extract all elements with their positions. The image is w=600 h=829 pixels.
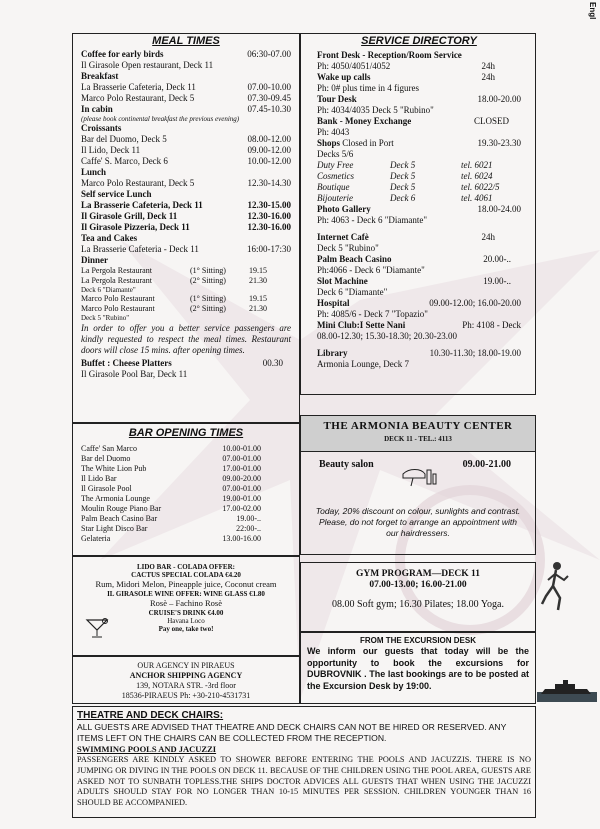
shop-row (317, 160, 521, 171)
cocktail-glass-icon (85, 617, 111, 639)
offer-line: CRUISE'S DRINK €4.00 (148, 609, 224, 617)
bar-times-title: BAR OPENING TIMES (128, 427, 244, 439)
offer-line: Pay one, take two! (158, 625, 214, 633)
self-service-row: Il Girasole Grill, Deck 11 12.30-16.00 (81, 211, 291, 221)
bar-time: 10.00-01.00 (222, 444, 261, 453)
bar-name: The White Lion Pub (81, 464, 147, 473)
breakfast-label: Breakfast (81, 71, 119, 81)
gallery-phone: Ph: 4063 - Deck 6 "Diamante" (317, 215, 428, 225)
dinner-deck: Deck 5 "Rubino" (81, 314, 130, 322)
meal-notice: In order to offer you a better service passengers are kindly requested to respect the meal times. Restaurant doors will close 15 mins. after opening times. (81, 323, 291, 355)
bar-row (81, 504, 291, 514)
service-directory-title: SERVICE DIRECTORY (361, 35, 477, 47)
bar-name: Moulin Rouge Piano Bar (81, 504, 162, 513)
gym-classes: 08.00 Soft gym; 16.30 Pilates; 18.00 Yoga. (332, 599, 504, 610)
excursion-title: FROM THE EXCURSION DESK (359, 636, 476, 645)
bar-time: 19.00-.. (236, 514, 261, 523)
shop-tel: tel. 6024 (461, 171, 493, 181)
beauty-salon-row: Beauty salon 09.00-21.00 (319, 459, 511, 470)
beauty-header (301, 416, 535, 452)
offer-line: LIDO BAR - COLADA OFFER: (136, 563, 235, 571)
shop-deck: Deck 5 (390, 171, 416, 181)
front-desk-label: Front Desk - Reception/Room Service (317, 50, 462, 60)
bar-name: Star Light Disco Bar (81, 524, 148, 533)
miniclub-row: Mini Club:I Sette Nani Ph: 4108 - Deck (317, 320, 521, 330)
shop-name: Duty Free (317, 160, 354, 170)
agency-line: OUR AGENCY IN PIRAEUS (137, 661, 235, 670)
gym-hours: 07.00-13.00; 16.00-21.00 (369, 580, 467, 590)
agency-panel (72, 656, 300, 704)
breakfast-row: La Brasserie Cafeteria, Deck 11 07.00-10.00 (81, 82, 291, 92)
croissant-row: Il Lido, Deck 11 09.00-12.00 (81, 145, 291, 155)
bar-time: 07.00-01.00 (222, 484, 261, 493)
agency-line: 139, NOTARA STR. -3rd floor (136, 681, 236, 690)
bar-times-panel (72, 423, 300, 556)
agency-name: ANCHOR SHIPPING AGENCY (129, 671, 243, 680)
croissant-row: Bar del Duomo, Deck 5 08.00-12.00 (81, 134, 291, 144)
bar-row (81, 474, 291, 484)
bar-name: Palm Beach Casino Bar (81, 514, 158, 523)
bar-name: Il Girasole Pool (81, 484, 132, 493)
croissants-label: Croissants (81, 123, 122, 133)
meal-times-title: MEAL TIMES (152, 35, 220, 47)
offer-line: Rosè – Fachino Rosè (149, 598, 222, 608)
coffee-place: Il Girasole Open restaurant, Deck 11 (81, 60, 214, 70)
ship-icon (537, 680, 597, 702)
bar-time: 07.00-01.00 (222, 454, 261, 463)
offer-line: IL GIRASOLE WINE OFFER: WINE GLASS €1.80 (107, 590, 265, 598)
bar-time: 19.00-01.00 (222, 494, 261, 503)
shop-tel: tel. 6021 (461, 160, 493, 170)
gym-panel (300, 562, 536, 632)
coffee-row: Coffee for early birds 06:30-07.00 (81, 49, 291, 59)
bar-name: Caffe' San Marco (81, 444, 137, 453)
offer-line: CACTUS SPECIAL COLADA €4.20 (131, 571, 241, 579)
shop-list (317, 160, 521, 204)
shop-deck: Deck 5 (390, 160, 416, 170)
bar-row (81, 524, 291, 534)
self-service-label: Self service Lunch (81, 189, 152, 199)
tour-row: Tour Desk 18.00-20.00 (317, 94, 521, 104)
meal-times-panel (72, 33, 300, 423)
runner-icon (540, 560, 570, 614)
bar-name: The Armonia Lounge (81, 494, 150, 503)
agency-line: 18536-PIRAEUS Ph: +30-210-4531731 (121, 691, 251, 700)
slot-deck: Deck 6 "Diamante" (317, 287, 388, 297)
tour-phone: Ph: 4034/4035 Deck 5 "Rubino" (317, 105, 434, 115)
offer-line: Rum, Midori Melon, Pineapple juice, Coconut cream (95, 579, 277, 589)
lunch-label: Lunch (81, 167, 107, 177)
front-desk-row: Ph: 4050/4051/4052 24h (317, 61, 495, 71)
bar-time: 22:00-.. (236, 524, 261, 533)
self-service-row: La Brasserie Cafeteria, Deck 11 12.30-15.00 (81, 200, 291, 210)
dinner-row: Marco Polo Restaurant (2° Sitting) 21.30 (81, 304, 267, 313)
shop-row (317, 193, 521, 204)
bar-time: 17.00-02.00 (222, 504, 261, 513)
shop-deck: Deck 6 (390, 193, 416, 203)
in-cabin-row: In cabin 07.45-10.30 (81, 104, 291, 114)
shops-row: Shops Closed in Port 19.30-23.30 (317, 138, 521, 148)
shop-tel: tel. 4061 (461, 193, 493, 203)
buffet-place: Il Girasole Pool Bar, Deck 11 (81, 369, 188, 379)
casino-row: Palm Beach Casino 20.00-.. (317, 254, 511, 264)
offer-panel (72, 556, 300, 656)
hospital-phone: Ph: 4085/6 - Deck 7 "Topazio" (317, 309, 428, 319)
self-service-row: Il Girasole Pizzeria, Deck 11 12.30-16.00 (81, 222, 291, 232)
excursion-panel (300, 632, 536, 704)
bar-row (81, 484, 291, 494)
shop-name: Boutique (317, 182, 350, 192)
lunch-row: Marco Polo Restaurant, Deck 5 12.30-14.30 (81, 178, 291, 188)
shops-decks: Decks 5/6 (317, 149, 354, 159)
dinner-label: Dinner (81, 255, 108, 265)
shop-deck: Deck 5 (390, 182, 416, 192)
bar-row (81, 534, 291, 544)
bar-name: Gelateria (81, 534, 111, 543)
gym-title: GYM PROGRAM—DECK 11 (355, 569, 481, 579)
dinner-row: Marco Polo Restaurant (1° Sitting) 19.15 (81, 294, 267, 303)
offer-line: Havana Loco (167, 617, 205, 625)
wake-note: Ph: 0# plus time in 4 figures (317, 83, 419, 93)
shop-name: Bijouterie (317, 193, 353, 203)
service-directory-panel (300, 33, 536, 395)
excursion-text: We inform our guests that today will be the opportunity to book the excursions for DUBROVNIK . The last bookings are to be posted at the Excursion Desk by 19:00. (307, 646, 529, 691)
in-cabin-note: (please book continental breakfast the previous evening) (81, 115, 240, 123)
beauty-center-panel (300, 415, 536, 555)
bar-time: 13.00-16.00 (222, 534, 261, 543)
bar-row (81, 454, 291, 464)
bar-row (81, 464, 291, 474)
library-place: Armonia Lounge, Deck 7 (317, 359, 409, 369)
gallery-row: Photo Gallery 18.00-24.00 (317, 204, 521, 214)
hairdryer-icon (399, 466, 439, 488)
beauty-subtitle: DECK 11 - TEL.: 4113 (384, 435, 452, 443)
theatre-title: THEATRE AND DECK CHAIRS: (77, 710, 224, 721)
internet-deck: Deck 5 "Rubino" (317, 243, 379, 253)
beauty-title: THE ARMONIA BEAUTY CENTER (323, 420, 513, 432)
tea-row: La Brasserie Cafeteria - Deck 11 16:00-17:30 (81, 244, 291, 254)
shop-row (317, 182, 521, 193)
pools-title: SWIMMING POOLS AND JACUZZI (77, 744, 217, 754)
dinner-row: La Pergola Restaurant (2° Sitting) 21.30 (81, 276, 267, 285)
slot-row: Slot Machine 19.00-.. (317, 276, 511, 286)
shop-name: Cosmetics (317, 171, 354, 181)
internet-row: Internet Cafè 24h (317, 232, 495, 242)
bar-name: Il Lido Bar (81, 474, 117, 483)
buffet-row: Buffet : Cheese Platters 00.30 (81, 358, 283, 368)
dinner-row: La Pergola Restaurant (1° Sitting) 19.15 (81, 266, 267, 275)
bank-row: Bank - Money Exchange CLOSED (317, 116, 509, 126)
pools-text: PASSENGERS ARE KINDLY ASKED TO SHOWER BEFORE ENTERING THE POOLS AND JACUZZIS. THERE IS NO JUMPING OR DIVING IN THE POOLS ON DECK 11. BECAUSE OF THE CHILDREN USING THE POOL AREA, GUESTS ARE ASKED NOT TO SUNBATH TOPLESS.THE SHIPS DOCTOR ADVICES ALL GUESTS THAT WHEN USING THE JACUZZI ADULTS SHOULD STAY FOR NO LONGER THAN 10-15 MINUTES PER SESSION. CHILDREN YOUNGER THAN 16 SHOULD BE ACCOMPANIED. (77, 755, 531, 808)
tea-label: Tea and Cakes (81, 233, 138, 243)
bar-time: 17.00-01.00 (222, 464, 261, 473)
bar-row (81, 444, 291, 454)
bank-phone: Ph: 4043 (317, 127, 350, 137)
library-row: Library 10.30-11.30; 18.00-19.00 (317, 348, 521, 358)
bar-time: 09.00-20.00 (222, 474, 261, 483)
theatre-panel (72, 706, 536, 818)
dinner-list (81, 266, 291, 322)
dinner-deck: Deck 6 "Diamante" (81, 286, 136, 294)
bar-name: Bar del Duomo (81, 454, 131, 463)
shop-tel: tel. 6022/5 (461, 182, 500, 192)
miniclub-times: 08.00-12.30; 15.30-18.30; 20.30-23.00 (317, 331, 457, 341)
shop-row (317, 171, 521, 182)
bar-row (81, 494, 291, 504)
wake-row: Wake up calls 24h (317, 72, 495, 82)
casino-phone: Ph:4066 - Deck 6 "Diamante" (317, 265, 425, 275)
croissant-row: Caffe' S. Marco, Deck 6 10.00-12.00 (81, 156, 291, 166)
bar-row (81, 514, 291, 524)
theatre-text: ALL GUESTS ARE ADVISED THAT THEATRE AND DECK CHAIRS CAN NOT BE HIRED OR RESERVED. ANY ITEMS LEFT ON THE CHAIRS CAN BE COLLECTED FROM THE RECEPTION. (77, 722, 507, 743)
beauty-promo: Today, 20% discount on colour, sunlights and contrast. Please, do not forget to arrange an appointment with our hairdressers. (315, 506, 521, 538)
hospital-row: Hospital 09.00-12.00; 16.00-20.00 (317, 298, 521, 308)
breakfast-row: Marco Polo Restaurant, Deck 5 07.30-09.45 (81, 93, 291, 103)
bar-list (81, 444, 291, 544)
edge-label: Engl (588, 2, 597, 20)
